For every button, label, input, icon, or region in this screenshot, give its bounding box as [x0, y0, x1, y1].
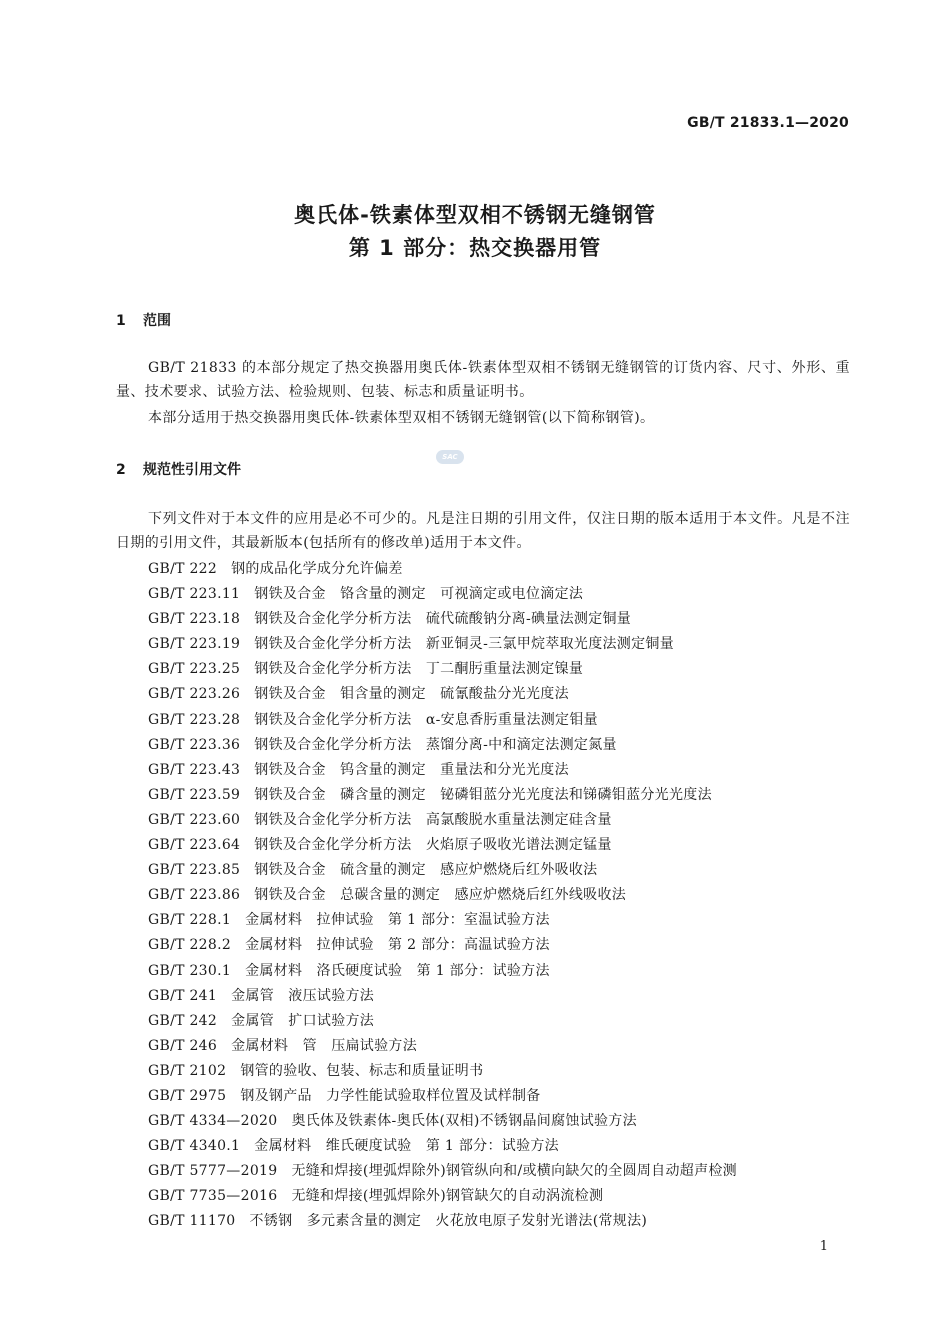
- page-number: 1: [819, 1239, 828, 1254]
- reference-code: GB/T 246: [148, 1037, 218, 1054]
- reference-item: [148, 758, 737, 783]
- reference-title: 钢铁及合金 总碳含量的测定 感应炉燃烧后红外线吸收法: [254, 887, 627, 904]
- reference-code: GB/T 230.1: [148, 962, 232, 979]
- reference-code: GB/T 223.11: [148, 586, 241, 603]
- reference-title: 钢管的验收、包装、标志和质量证明书: [240, 1062, 484, 1079]
- reference-code: GB/T 223.60: [148, 811, 241, 828]
- reference-code: GB/T 11170: [148, 1213, 236, 1230]
- reference-item: [148, 1084, 737, 1109]
- reference-code: GB/T 2102: [148, 1062, 227, 1079]
- reference-item: [148, 1209, 737, 1234]
- reference-item: [148, 883, 737, 908]
- scope-paragraph: 本部分适用于热交换器用奥氏体-铁素体型双相不锈钢无缝钢管(以下简称钢管)。: [148, 410, 655, 426]
- reference-code: GB/T 4340.1: [148, 1138, 241, 1155]
- reference-title: 钢及钢产品 力学性能试验取样位置及试样制备: [240, 1087, 541, 1104]
- reference-title: 不锈钢 多元素含量的测定 火花放电原子发射光谱法(常规法): [249, 1213, 648, 1230]
- reference-code: GB/T 7735—2016: [148, 1188, 278, 1205]
- reference-title: 金属材料 维氏硬度试验 第 1 部分：试验方法: [254, 1138, 559, 1155]
- document-subtitle: 第 1 部分：热交换器用管: [348, 236, 602, 260]
- sac-watermark-logo: SAC: [436, 450, 464, 464]
- reference-code: GB/T 223.26: [148, 686, 241, 703]
- reference-code: GB/T 2975: [148, 1087, 227, 1104]
- reference-title: 钢铁及合金 铬含量的测定 可视滴定或电位滴定法: [254, 586, 584, 603]
- reference-item: [148, 1109, 737, 1134]
- reference-title: 金属材料 拉伸试验 第 1 部分：室温试验方法: [245, 912, 550, 929]
- reference-code: GB/T 223.43: [148, 761, 241, 778]
- references-intro-paragraph: 下列文件对于本文件的应用是必不可少的。凡是注日期的引用文件，仅注日期的版本适用于本文件。凡是不注日期的引用文件，其最新版本(包括所有的修改单)适用于本文件。: [116, 511, 850, 551]
- reference-code: GB/T 241: [148, 987, 218, 1004]
- reference-item: [148, 1034, 737, 1059]
- reference-title: 无缝和焊接(埋弧焊除外)钢管缺欠的自动涡流检测: [291, 1188, 604, 1205]
- reference-title: 金属管 液压试验方法: [231, 987, 375, 1004]
- reference-item: [148, 1159, 737, 1184]
- reference-item: [148, 607, 737, 632]
- reference-item: [148, 908, 737, 933]
- reference-code: GB/T 222: [148, 561, 218, 577]
- reference-code: GB/T 223.36: [148, 736, 241, 753]
- reference-list: [148, 557, 737, 1235]
- reference-code: GB/T 223.19: [148, 636, 241, 653]
- reference-title: 钢铁及合金化学分析方法 火焰原子吸收光谱法测定锰量: [254, 837, 612, 854]
- reference-item: [148, 682, 737, 707]
- reference-title: 钢铁及合金 钨含量的测定 重量法和分光光度法: [254, 761, 569, 778]
- reference-code: GB/T 228.1: [148, 912, 232, 929]
- reference-item: [148, 808, 737, 833]
- reference-title: 钢铁及合金化学分析方法 高氯酸脱水重量法测定硅含量: [254, 811, 612, 828]
- reference-title: 无缝和焊接(埋弧焊除外)钢管纵向和/或横向缺欠的全圆周自动超声检测: [291, 1163, 737, 1180]
- reference-title: 钢的成品化学成分允许偏差: [231, 561, 403, 577]
- reference-title: 钢铁及合金化学分析方法 α-安息香肟重量法测定钼量: [254, 711, 598, 728]
- reference-code: GB/T 4334—2020: [148, 1113, 278, 1130]
- reference-title: 钢铁及合金化学分析方法 蒸馏分离-中和滴定法测定氮量: [254, 736, 617, 753]
- reference-item: [148, 858, 737, 883]
- reference-title: 金属管 扩口试验方法: [231, 1012, 375, 1029]
- reference-title: 钢铁及合金化学分析方法 新亚铜灵-三氯甲烷萃取光度法测定铜量: [254, 636, 674, 653]
- reference-item: [148, 657, 737, 682]
- reference-item: [148, 783, 737, 808]
- standard-code: GB/T 21833.1—2020: [687, 115, 849, 131]
- section-heading-normative-references: [116, 459, 241, 479]
- reference-code: GB/T 223.59: [148, 786, 241, 803]
- section-number: 1: [116, 313, 126, 329]
- section-title: 范围: [143, 313, 171, 329]
- document-title: 奥氏体-铁素体型双相不锈钢无缝钢管: [294, 203, 656, 227]
- section-number: 2: [116, 462, 126, 478]
- reference-item: [148, 1059, 737, 1084]
- reference-code: GB/T 5777—2019: [148, 1163, 278, 1180]
- reference-item: [148, 833, 737, 858]
- reference-item: [148, 1009, 737, 1034]
- reference-title: 钢铁及合金化学分析方法 硫代硫酸钠分离-碘量法测定铜量: [254, 611, 632, 628]
- reference-item: [148, 708, 737, 733]
- reference-code: GB/T 223.25: [148, 661, 241, 678]
- reference-title: 金属材料 洛氏硬度试验 第 1 部分：试验方法: [245, 962, 550, 979]
- reference-item: [148, 632, 737, 657]
- reference-code: GB/T 223.18: [148, 611, 241, 628]
- reference-item: [148, 582, 737, 607]
- reference-title: 金属材料 管 压扁试验方法: [231, 1037, 418, 1054]
- reference-item: [148, 959, 737, 984]
- reference-code: GB/T 223.28: [148, 711, 241, 728]
- reference-code: GB/T 228.2: [148, 937, 232, 954]
- reference-item: [148, 984, 737, 1009]
- reference-title: 钢铁及合金 钼含量的测定 硫氰酸盐分光光度法: [254, 686, 569, 703]
- reference-code: GB/T 223.86: [148, 887, 241, 904]
- scope-paragraph: GB/T 21833 的本部分规定了热交换器用奥氏体-铁素体型双相不锈钢无缝钢管的订货内容、尺寸、外形、重量、技术要求、试验方法、检验规则、包装、标志和质量证明书。: [116, 360, 850, 400]
- section-title: 规范性引用文件: [143, 462, 241, 478]
- reference-title: 金属材料 拉伸试验 第 2 部分：高温试验方法: [245, 937, 550, 954]
- reference-title: 钢铁及合金 磷含量的测定 铋磷钼蓝分光光度法和锑磷钼蓝分光光度法: [254, 786, 712, 803]
- reference-item: [148, 733, 737, 758]
- reference-item: [148, 557, 737, 582]
- section-heading-scope: [116, 310, 171, 330]
- reference-item: [148, 1184, 737, 1209]
- reference-item: [148, 1134, 737, 1159]
- reference-title: 钢铁及合金 硫含量的测定 感应炉燃烧后红外吸收法: [254, 862, 598, 879]
- reference-title: 奥氏体及铁素体-奥氏体(双相)不锈钢晶间腐蚀试验方法: [291, 1113, 637, 1130]
- reference-title: 钢铁及合金化学分析方法 丁二酮肟重量法测定镍量: [254, 661, 584, 678]
- reference-code: GB/T 223.64: [148, 837, 241, 854]
- reference-code: GB/T 223.85: [148, 862, 241, 879]
- reference-item: [148, 933, 737, 958]
- reference-code: GB/T 242: [148, 1012, 218, 1029]
